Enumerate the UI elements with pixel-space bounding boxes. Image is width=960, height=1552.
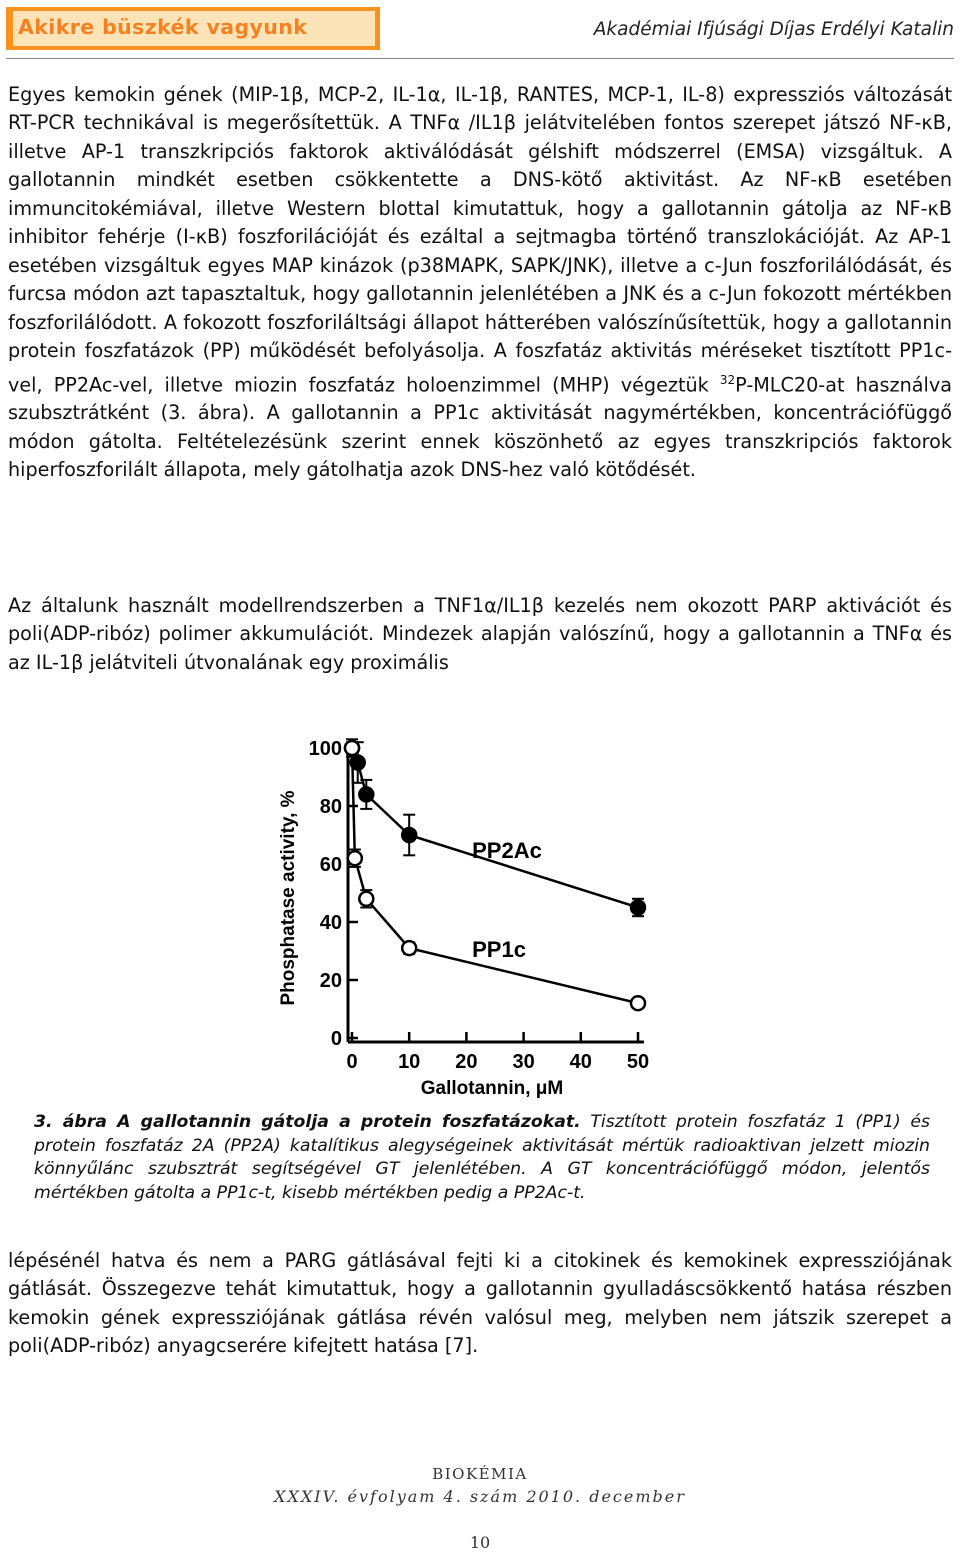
caption-label: 3. ábra A gallotannin gátolja a protein foszfatázokat.	[34, 1112, 581, 1132]
y-tick-label: 100	[308, 738, 342, 760]
isotope-superscript: 32	[719, 372, 736, 387]
data-point-pp1c	[345, 741, 359, 755]
y-tick-label: 60	[319, 854, 342, 876]
journal-name: BIOKÉMIA	[432, 1465, 528, 1483]
x-tick-label: 40	[569, 1051, 592, 1073]
series-label-pp2ac: PP2Ac	[472, 838, 542, 864]
paragraph-1-text: Egyes kemokin gének (MIP-1β, MCP-2, IL-1α, IL-1β, RANTES, MCP-1, IL-8) expressziós változását RT-PCR technikával is megerősítettük. A TNFα /IL1β jelátvitelében fontos szerepet játszó NF-κB, illetve AP-1 transzkripciós faktorok aktiválódását gélshift módszerrel (EMSA) vizsgáltuk. A gallotannin mindkét esetben csökkentette a DNS-kötő aktivitást. Az NF-κB esetében immuncitokémiával, illetve Western blottal kimutattuk, hogy a gallotannin gátolja az NF-κB inhibitor fehérje (I-κB) foszforilációját és ezáltal a sejtmagba történő transzlokációját. Az AP-1 esetében vizsgáltuk egyes MAP kinázok (p38MAPK, SAPK/JNK), illetve a c-Jun foszforilálódását, és furcsa módon azt tapasztaltuk, hogy gallotannin jelenlétében a JNK és a c-Jun fokozott mértékben foszforilálódott. A fokozott foszforiláltsági állapot hátterében valószínűsítettük, hogy a gallotannin protein foszfatázok (PP) működését befolyásolja. A foszfatáz aktivitás méréseket tisztított PP1c-vel, PP2Ac-vel, illetve miozin foszfatáz holoenzimmel (MHP) végeztük	[8, 83, 952, 396]
chart-svg	[270, 728, 670, 1108]
header-divider	[6, 58, 954, 59]
phosphatase-chart	[270, 728, 670, 1108]
data-point-pp1c	[348, 851, 362, 865]
x-axis-label: Gallotannin, μM	[420, 1078, 564, 1099]
plot-area	[309, 738, 650, 1073]
series-line-pp2ac	[352, 748, 638, 908]
page-number: 10	[469, 1533, 491, 1552]
data-point-pp2ac	[359, 787, 373, 801]
data-point-pp2ac	[402, 828, 416, 842]
x-tick-label: 30	[512, 1051, 535, 1073]
data-point-pp1c	[631, 996, 645, 1010]
x-tick-label: 20	[455, 1051, 478, 1073]
x-tick-label: 10	[398, 1051, 421, 1073]
y-tick-label: 0	[330, 1028, 342, 1050]
series-line-pp1c	[352, 748, 638, 1003]
data-point-pp2ac	[631, 901, 645, 915]
caption-text: Tisztított protein foszfatáz 1 (PP1) és protein foszfatáz 2A (PP2A) katalítikus alegységeinek aktivitását mértük radioaktivan jelzett miozin könnyűlánc szubsztrát segítségével GT jelenlétében. A GT koncentrációfüggő módon, jelentős mértékben gátolta a PP1c-t, kisebb mértékben pedig a PP2Ac-t.	[34, 1112, 930, 1204]
section-banner	[6, 7, 380, 50]
paragraph-1-end: P-MLC20-at használva szubsztrátként (3. ábra). A gallotannin a PP1c aktivitását nagymértékben, koncentrációfüggő módon gátolta. Feltételezésünk szerint ennek köszönhető az egyes transzkripciós faktorok hiperfoszforilált állapota, mely gátolhatja azok DNS-hez való kötődését.	[8, 372, 952, 482]
y-tick-label: 20	[319, 970, 342, 992]
data-point-pp1c	[402, 941, 416, 955]
author-line: Akadémiai Ifjúsági Díjas Erdélyi Katalin	[593, 19, 954, 40]
body-paragraph-3: lépésénél hatva és nem a PARG gátlásával fejti ki a citokinek és kemokinek expressziójának gátlását. Összegezve tehát kimutattuk, hogy a gallotannin gyulladáscsökkentő hatása részben kemokin gének expressziójának gátlása révén valósul meg, melyben nem játszik szerepet a poli(ADP-ribóz) anyagcserére kifejtett hatása [7].	[8, 1249, 952, 1358]
x-tick-label: 50	[626, 1051, 650, 1073]
series-label-pp1c: PP1c	[472, 936, 526, 962]
data-point-pp1c	[359, 892, 373, 906]
y-axis-label: Phosphatase activity, %	[278, 790, 299, 1006]
journal-issue: XXXIV. évfolyam 4. szám 2010. december	[274, 1487, 686, 1506]
x-tick-label: 0	[346, 1051, 358, 1073]
figure-caption	[34, 1111, 930, 1206]
y-tick-label: 80	[319, 796, 342, 818]
y-tick-label: 40	[319, 912, 342, 934]
body-paragraph-1	[8, 81, 952, 485]
section-title: Akikre büszkék vagyunk	[18, 15, 308, 39]
body-paragraph-2: Az általunk használt modellrendszerben a TNF1α/IL1β kezelés nem okozott PARP aktivációt és poli(ADP-ribóz) polimer akkumulációt. Mindezek alapján valószínű, hogy a gallotannin a TNFα és az IL-1β jelátviteli útvonalának egy proximális	[8, 594, 952, 674]
